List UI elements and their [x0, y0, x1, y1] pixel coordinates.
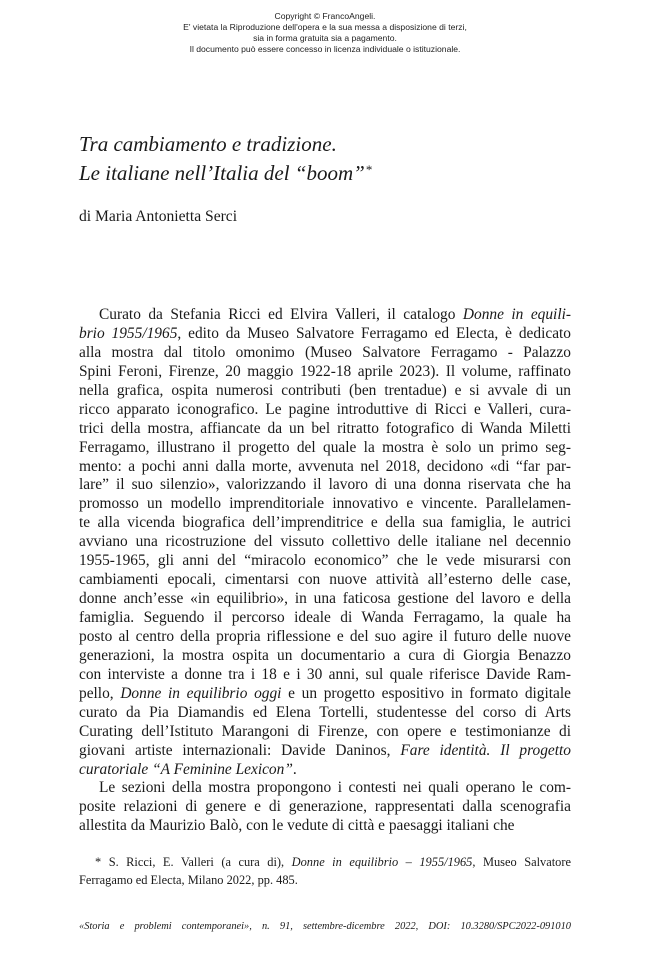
footnote-marker: *	[365, 162, 373, 177]
text-run: mento: a pochi anni dalla morte, avvenuta nel 2018, decidono «di “far par-	[79, 457, 571, 475]
body-text-line	[79, 590, 571, 609]
text-run: .	[292, 760, 297, 778]
body-text-line	[79, 628, 571, 647]
title-line-2-text: Le italiane nell’Italia del “boom”	[79, 161, 365, 185]
text-run: 1955-1965, gli anni del “miracolo economico” che le vede misurarsi con	[79, 552, 571, 570]
body-text-line	[79, 779, 571, 798]
footnote-line	[79, 871, 571, 889]
footnote	[79, 853, 571, 889]
italic-run: Donne in equilibrio – 1955/1965	[291, 855, 473, 869]
text-run: Spini Feroni, Firenze, 20 maggio 1922-18 aprile 2023). Il volume, raffinato	[79, 362, 571, 380]
text-run: te alla vicenda biografica dell’imprenditrice e della sua famiglia, le autrici	[79, 514, 571, 532]
body-text-line	[79, 439, 571, 458]
text-run: con interviste a donne tra i 18 e i 30 anni, sul quale riferisce Davide Ram-	[79, 665, 571, 683]
body-text-line	[79, 344, 571, 363]
body-text-line	[79, 458, 571, 477]
text-run: Ferragamo ed Electa, Milano 2022, pp. 485.	[79, 873, 298, 887]
body-text-line	[79, 325, 571, 344]
text-run: giovani artiste internazionali: Davide Daninos,	[79, 741, 401, 759]
text-run: nella grafica, ospita numerosi contributi (ben trentadue) e si avvale di un	[79, 381, 571, 399]
body-text-line	[79, 723, 571, 742]
italic-run: Fare identità. Il progetto	[400, 741, 571, 759]
title-line-2	[79, 157, 579, 186]
copyright-line: Il documento può essere concesso in licenza individuale o istituzionale.	[189, 44, 461, 54]
text-run: Curating dell’Istituto Marangoni di Firenze, con opere e testimonianze di	[79, 722, 571, 740]
body-text-line	[79, 306, 571, 325]
text-run: , edito da Museo Salvatore Ferragamo ed Electa, è dedicato	[177, 324, 571, 342]
text-run: trici della mostra, affiancate da un bel ritratto fotografico di Wanda Miletti	[79, 419, 571, 437]
italic-run: brio 1955/1965	[79, 324, 178, 342]
text-run: e un progetto espositivo in formato digitale	[281, 684, 571, 702]
body-text-line	[79, 552, 571, 571]
text-run: cambiamenti epocali, cimentarsi con nuove attività all’esterno delle case,	[79, 571, 571, 589]
author-byline: di Maria Antonietta Serci	[79, 208, 238, 225]
body-text-line	[79, 533, 571, 552]
text-run: alla mostra dal titolo omonimo (Museo Salvatore Ferragamo - Palazzo	[79, 343, 571, 361]
body-text-line	[79, 571, 571, 590]
body-text-line	[79, 363, 571, 382]
body-text-line	[79, 647, 571, 666]
text-run: allestita da Maurizio Balò, con le vedute di città e paesaggi italiani che	[79, 817, 515, 835]
journal-citation-footer: «Storia e problemi contemporanei», n. 91, settembre-dicembre 2022, DOI: 10.3280/SPC2022-091010	[79, 921, 571, 932]
text-run: ricco apparato iconografico. Le pagine introduttive di Ricci e Valleri, cura-	[79, 400, 571, 418]
body-text-line	[79, 761, 571, 780]
text-run: , Museo Salvatore	[472, 855, 571, 869]
italic-run: Donne in equili-	[462, 306, 572, 323]
text-run: Curato da Stefania Ricci ed Elvira Valleri, il catalogo	[99, 306, 463, 323]
body-text-line	[79, 495, 571, 514]
article-title	[79, 131, 579, 186]
body-text-line	[79, 609, 571, 628]
body-text-line	[79, 514, 571, 533]
body-text-line	[79, 401, 571, 420]
text-run: lare” il suo silenzio», valorizzando il lavoro di una donna riservata che ha	[79, 476, 571, 494]
text-run: pello,	[79, 684, 121, 702]
text-run: famiglia. Seguendo il percorso ideale di Wanda Ferragamo, la quale ha	[79, 609, 571, 626]
text-run: generazioni, la mostra ospita un documentario a cura di Giorgia Benazzo	[79, 646, 571, 664]
title-line-1: Tra cambiamento e tradizione.	[79, 132, 337, 156]
italic-run: curatoriale “A Feminine Lexicon”	[79, 760, 293, 778]
article-body	[79, 306, 571, 836]
text-run: curato da Pia Diamandis ed Elena Tortelli, studentesse del corso di Arts	[79, 703, 571, 721]
text-run: posto al centro della propria riflessione e del suo agire il futuro delle nuove	[79, 627, 571, 645]
text-run: Le sezioni della mostra propongono i contesti nei quali operano le com-	[99, 779, 571, 797]
body-text-line	[79, 420, 571, 439]
text-run: Ferragamo, illustrano il progetto del quale la mostra è solo un primo seg-	[79, 438, 571, 456]
italic-run: Donne in equilibrio oggi	[120, 684, 282, 702]
copyright-line: Copyright © FrancoAngeli.	[274, 11, 376, 21]
copyright-line: sia in forma gratuita sia a pagamento.	[253, 33, 397, 43]
body-text-line	[79, 798, 571, 817]
body-text-line	[79, 476, 571, 495]
text-run: posite relazioni di genere e di generazione, rappresentati dalla scenografia	[79, 798, 571, 816]
body-text-line	[79, 742, 571, 761]
text-run: avviano una ricostruzione del vissuto collettivo delle italiane nel decennio	[79, 533, 571, 551]
copyright-notice	[0, 11, 650, 55]
text-run: donne anch’esse «in equilibrio», in una faticosa gestione del lavoro e della	[79, 590, 571, 608]
body-text-line	[79, 382, 571, 401]
text-run: promosso un modello imprenditoriale innovativo e vincente. Parallelamen-	[79, 495, 571, 513]
footnote-line	[79, 853, 571, 871]
text-run: * S. Ricci, E. Valleri (a cura di),	[95, 855, 292, 869]
body-text-line	[79, 817, 571, 836]
body-text-line	[79, 685, 571, 704]
body-text-line	[79, 704, 571, 723]
body-text-line	[79, 666, 571, 685]
copyright-line: E' vietata la Riproduzione dell'opera e la sua messa a disposizione di terzi,	[183, 22, 467, 32]
